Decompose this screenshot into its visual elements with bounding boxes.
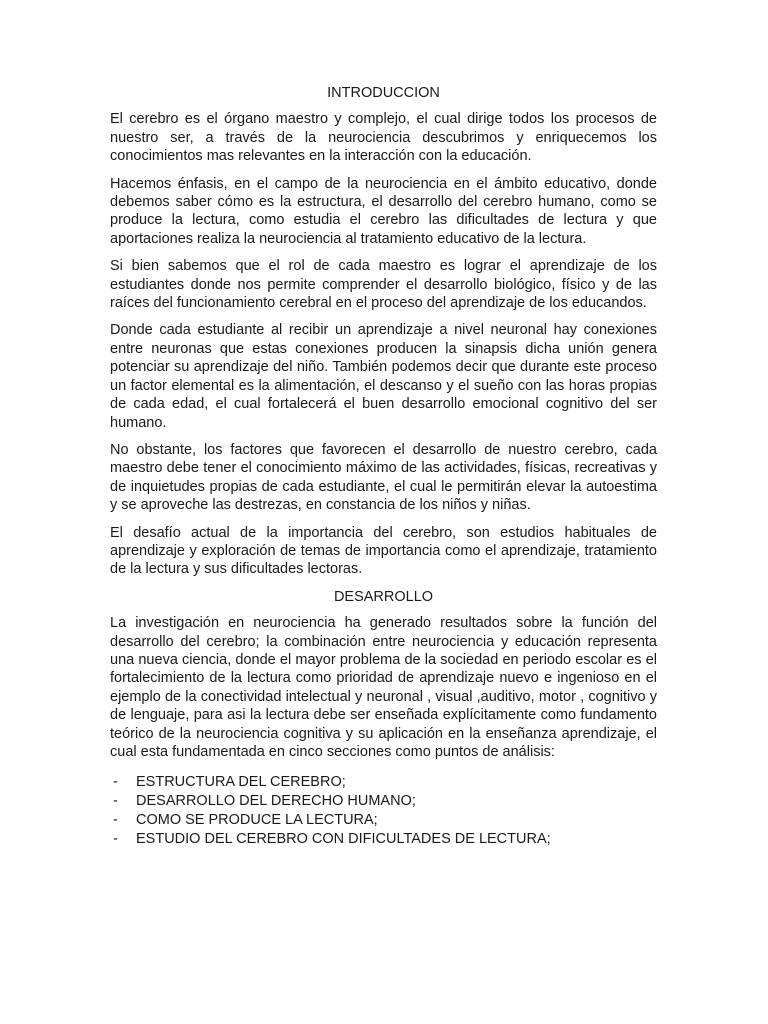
list-item-text: ESTRUCTURA DEL CEREBRO; (136, 774, 346, 791)
bullet-dash: - (113, 793, 118, 810)
document-page (110, 84, 657, 849)
intro-paragraph-5: No obstante, los factores que favorecen el desarrollo de nuestro cerebro, cada maestro debe tener el conocimiento máximo de las actividades, físicas, recreativas y de inquietudes propias de cada estudiante, el cual le permitirán elevar la autoestima y se aproveche las destrezas, en constancia de los niños y niñas. (110, 441, 657, 514)
list-item (110, 830, 657, 849)
intro-paragraph-2: Hacemos énfasis, en el campo de la neurociencia en el ámbito educativo, donde debemos saber cómo es la estructura, el desarrollo del cerebro humano, como se produce la lectura, como estudia el cerebro las dificultades de lectura y que aportaciones realiza la neurociencia al tratamiento educativo de la lectura. (110, 175, 657, 247)
analysis-points-list (110, 773, 657, 849)
intro-heading: INTRODUCCION (327, 85, 440, 101)
list-item-text: DESARROLLO DEL DERECHO HUMANO; (136, 793, 416, 810)
bullet-dash: - (113, 774, 118, 791)
list-item (110, 773, 657, 792)
bullet-dash: - (113, 812, 118, 829)
intro-paragraph-3: Si bien sabemos que el rol de cada maestro es lograr el aprendizaje de los estudiantes donde nos permite comprender el desarrollo biológico, físico y de las raíces del funcionamiento cerebral en el proceso del aprendizaje de los educandos. (110, 258, 657, 312)
development-heading: DESARROLLO (333, 588, 434, 605)
list-item-text: COMO SE PRODUCE LA LECTURA; (136, 812, 378, 829)
intro-paragraph-4: Donde cada estudiante al recibir un aprendizaje a nivel neuronal hay conexiones entre neuronas que estas conexiones producen la sinapsis dicha unión genera potenciar su aprendizaje del niño. También podemos decir que durante este proceso un factor elemental es la alimentación, el descanso y el sueño con las horas propias de cada edad, el cual fortalecerá el buen desarrollo emocional cognitivo del ser humano. (110, 322, 657, 431)
list-item-text: ESTUDIO DEL CEREBRO CON DIFICULTADES DE LECTURA; (136, 831, 551, 848)
list-item (110, 792, 657, 811)
bullet-dash: - (113, 831, 118, 848)
list-item (110, 811, 657, 830)
intro-paragraph-6: El desafío actual de la importancia del cerebro, son estudios habituales de aprendizaje y exploración de temas de importancia como el aprendizaje, tratamiento de la lectura y sus dificultades lectoras. (110, 524, 657, 578)
intro-paragraph-1: El cerebro es el órgano maestro y complejo, el cual dirige todos los procesos de nuestro ser, a través de la neurociencia descubrimos y enriquecemos los conocimientos mas relevantes en la interacción con la educación. (110, 111, 657, 165)
development-paragraph: La investigación en neurociencia ha generado resultados sobre la función del desarrollo del cerebro; la combinación entre neurociencia y educación representa una nueva ciencia, donde el mayor problema de la sociedad en periodo escolar es el fortalecimiento de la lectura como prioridad de aprendizaje nuevo e ingenioso en el ejemplo de la conectividad intelectual y neuronal , visual ,auditivo, motor , cognitivo y de lenguaje, para asi la lectura debe ser enseñada explícitamente como fundamento teórico de la neurociencia cognitiva y su aplicación en la enseñanza aprendizaje, el cual esta fundamentada en cinco secciones como puntos de análisis: (110, 615, 657, 760)
